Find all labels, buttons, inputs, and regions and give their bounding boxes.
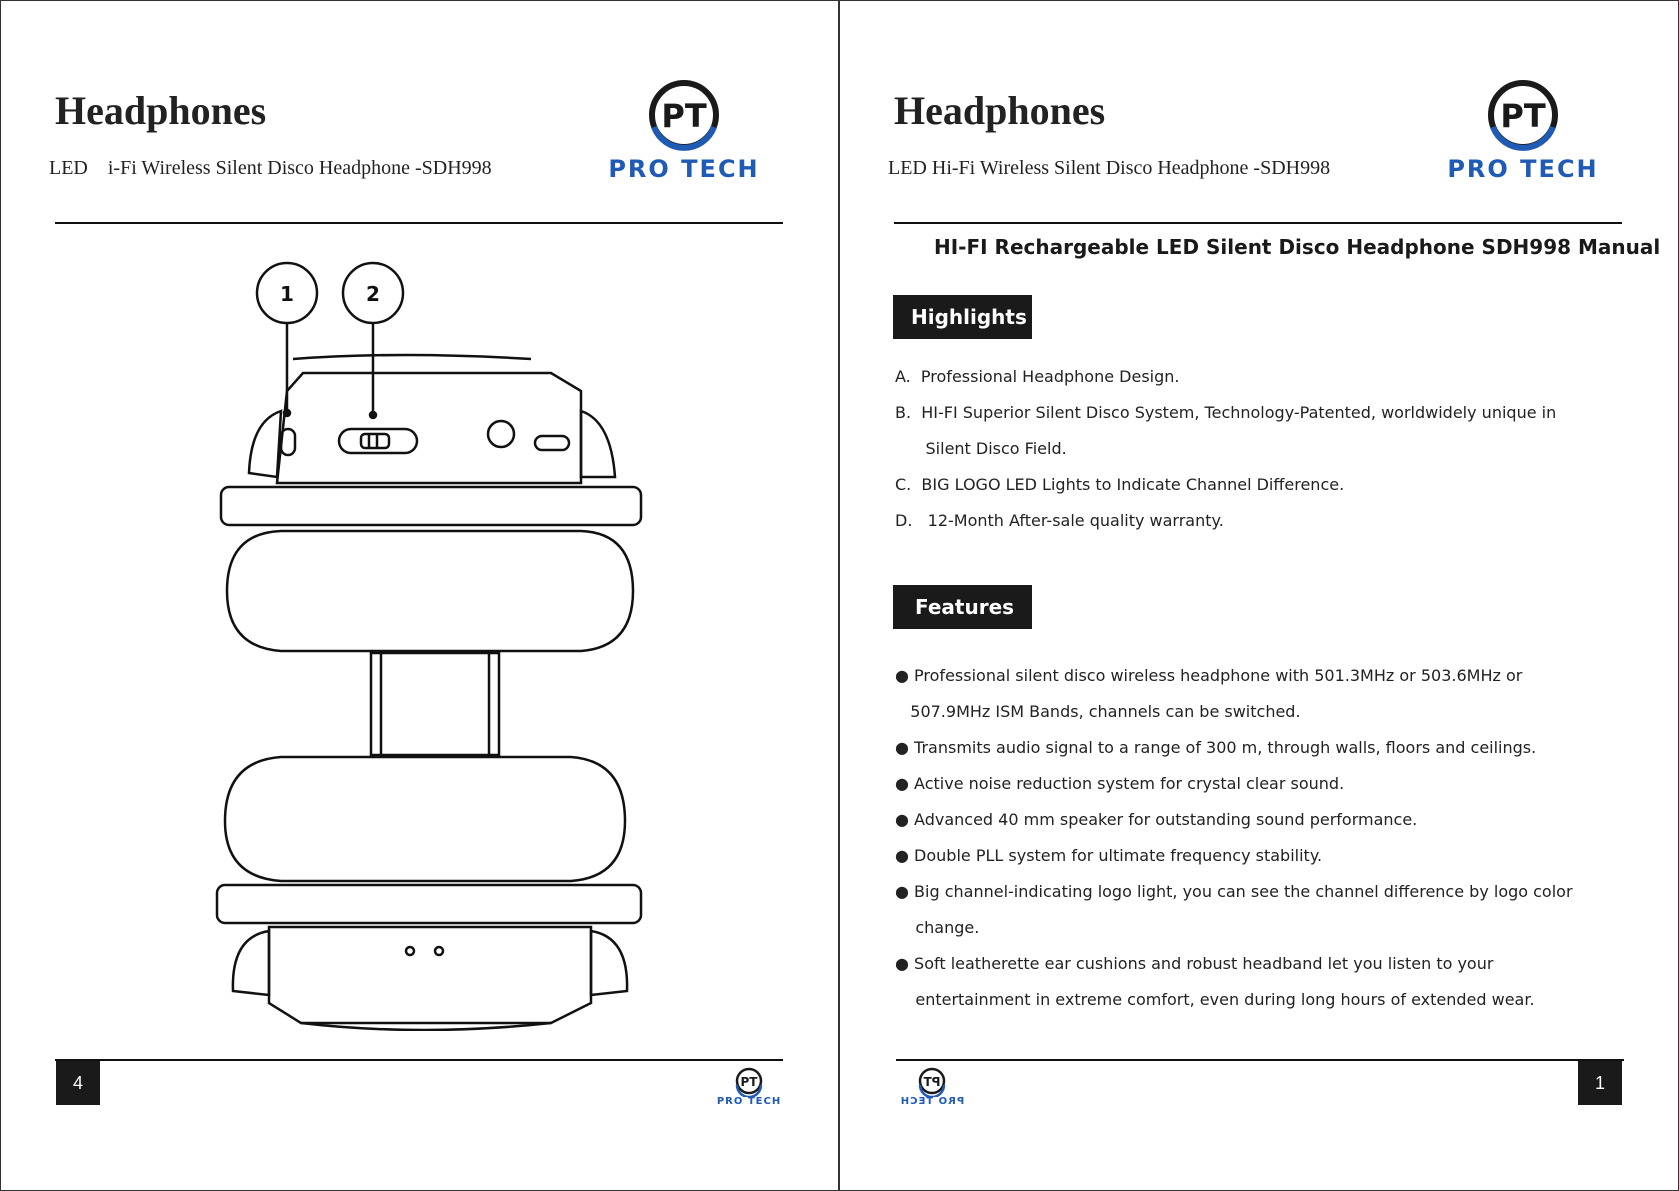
callout-label-2: 2 xyxy=(366,282,380,306)
page-title: Headphones xyxy=(894,88,1106,133)
footer-divider xyxy=(55,1059,783,1061)
page-title: Headphones xyxy=(55,88,267,133)
highlight-item: C. BIG LOGO LED Lights to Indicate Channel Difference. xyxy=(895,475,1345,494)
footer-logo xyxy=(713,1067,785,1111)
callout-label-1: 1 xyxy=(280,282,294,306)
feature-item: change. xyxy=(895,918,980,937)
feature-item: ● Advanced 40 mm speaker for outstanding sound performance. xyxy=(895,810,1418,829)
feature-item: ● Active noise reduction system for crystal clear sound. xyxy=(895,774,1345,793)
logo-monogram: PT xyxy=(1500,97,1546,135)
features-heading: Features xyxy=(893,585,1032,629)
pt-mini-logo-icon xyxy=(896,1067,968,1097)
usb-port-icon xyxy=(535,436,569,450)
header-divider xyxy=(55,222,783,224)
mini-logo-text: PRO TECH xyxy=(716,1096,782,1107)
footer-divider xyxy=(896,1059,1624,1061)
page-subtitle: LED Hi-Fi Wireless Silent Disco Headphone -SDH998 xyxy=(888,157,1331,179)
feature-item: ● Double PLL system for ultimate frequency stability. xyxy=(895,846,1323,865)
svg-text:PT: PT xyxy=(740,1075,758,1089)
highlight-item: D. 12-Month After-sale quality warranty. xyxy=(895,511,1224,530)
mini-logo-text: PRO TECH xyxy=(899,1096,965,1107)
feature-item: ● Professional silent disco wireless headphone with 501.3MHz or 503.6MHz or xyxy=(895,666,1523,685)
svg-text:PT: PT xyxy=(923,1075,941,1089)
pt-logo-icon xyxy=(1433,77,1613,157)
brand-logo xyxy=(1433,77,1613,187)
feature-item: ● Big channel-indicating logo light, you can see the channel difference by logo color xyxy=(895,882,1573,901)
logo-text: PRO TECH xyxy=(1447,155,1599,183)
highlights-heading: Highlights xyxy=(893,295,1032,339)
highlight-item: A. Professional Headphone Design. xyxy=(895,367,1180,386)
brand-logo xyxy=(594,77,774,187)
power-button-icon xyxy=(281,429,295,455)
feature-item: ● Soft leatherette ear cushions and robust headband let you listen to your xyxy=(895,954,1494,973)
feature-item: entertainment in extreme comfort, even during long hours of extended wear. xyxy=(895,990,1535,1009)
highlight-item: B. HI-FI Superior Silent Disco System, Technology-Patented, worldwidely unique in xyxy=(895,403,1557,422)
feature-item: 507.9MHz ISM Bands, channels can be switched. xyxy=(895,702,1301,721)
feature-item: ● Transmits audio signal to a range of 300 m, through walls, floors and ceilings. xyxy=(895,738,1537,757)
page-number: 4 xyxy=(56,1061,100,1105)
pt-mini-logo-icon xyxy=(713,1067,785,1097)
footer-logo-mirrored xyxy=(896,1067,968,1111)
manual-title: HI-FI Rechargeable LED Silent Disco Headphone SDH998 Manual xyxy=(934,235,1661,259)
page-number: 1 xyxy=(1578,1061,1622,1105)
logo-monogram: PT xyxy=(661,97,707,135)
pt-logo-icon xyxy=(594,77,774,157)
headphone-diagram xyxy=(201,251,661,1031)
audio-jack-icon xyxy=(488,421,514,447)
right-page xyxy=(840,0,1679,1191)
highlight-item: Silent Disco Field. xyxy=(895,439,1067,458)
page-subtitle: LED i-Fi Wireless Silent Disco Headphone -SDH998 xyxy=(49,157,492,179)
logo-text: PRO TECH xyxy=(608,155,760,183)
header-divider xyxy=(894,222,1622,224)
